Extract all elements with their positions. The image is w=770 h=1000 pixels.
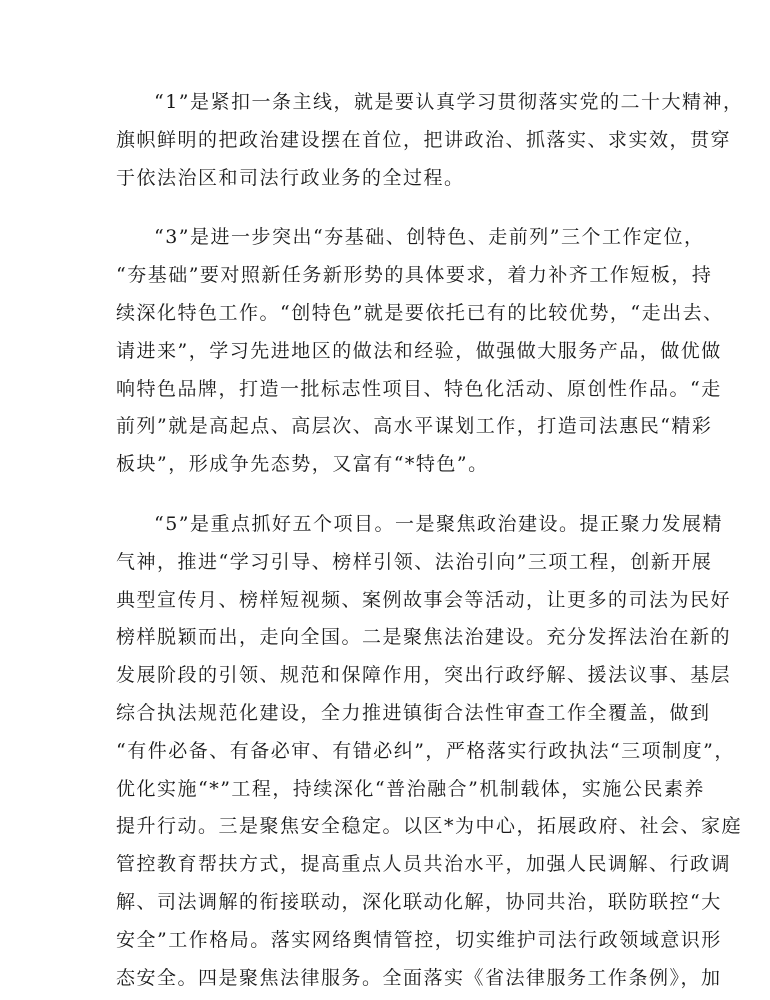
- paragraph-line: 前列”就是高起点、高层次、高水平谋划工作，打造司法惠民“精彩: [116, 415, 713, 438]
- paragraph-line: 典型宣传月、榜样短视频、案例故事会等活动，让更多的司法为民好: [116, 588, 732, 611]
- paragraph-line: 板块”，形成争先态势，又富有“*特色”。: [116, 453, 489, 476]
- paragraph-line: 管控教育帮扶方式，提高重点人员共治水平，加强人民调解、行政调: [116, 853, 732, 876]
- paragraph-line: 态安全。四是聚焦法律服务。全面落实《省法律服务工作条例》，加: [116, 966, 722, 989]
- paragraph-line: 于依法治区和司法行政业务的全过程。: [116, 166, 465, 189]
- paragraph-1: [116, 84, 744, 197]
- paragraph-line: “5”是重点抓好五个项目。一是聚焦政治建设。提正聚力发展精: [154, 512, 724, 535]
- paragraph-line: “3”是进一步突出“夯基础、创特色、走前列”三个工作定位，: [154, 226, 705, 249]
- paragraph-line: 解、司法调解的衔接联动，深化联动化解，协同共治，联防联控“大: [116, 890, 722, 913]
- paragraph-line: 提升行动。三是聚焦安全稳定。以区*为中心，拓展政府、社会、家庭: [116, 815, 743, 838]
- paragraph-line: “夯基础”要对照新任务新形势的具体要求，着力补齐工作短板，持: [116, 264, 713, 287]
- paragraph-line: 安全”工作格局。落实网络舆情管控，切实维护司法行政领域意识形: [116, 928, 722, 951]
- paragraph-3: [116, 506, 743, 997]
- paragraph-line: 响特色品牌，打造一批标志性项目、特色化活动、原创性作品。“走: [116, 377, 722, 400]
- paragraph-line: 榜样脱颖而出，走向全国。二是聚焦法治建设。充分发挥法治在新的: [116, 626, 732, 649]
- paragraph-line: 发展阶段的引领、规范和保障作用，突出行政纾解、援法议事、基层: [116, 664, 732, 687]
- paragraph-line: 综合执法规范化建设，全力推进镇街合法性审查工作全覆盖，做到: [116, 701, 711, 724]
- paragraph-2: [116, 219, 724, 484]
- paragraph-line: “有件必备、有备必审、有错必纠”，严格落实行政执法“三项制度”，: [116, 739, 735, 762]
- paragraph-line: 请进来”，学习先进地区的做法和经验，做强做大服务产品，做优做: [116, 339, 722, 362]
- paragraph-line: 优化实施“*”工程，持续深化“普治融合”机制载体，实施公民素养: [116, 777, 705, 800]
- paragraph-line: “1”是紧扣一条主线，就是要认真学习贯彻落实党的二十大精神，: [154, 91, 744, 113]
- paragraph-line: 气神，推进“学习引导、榜样引领、法治引向”三项工程，创新开展: [116, 550, 713, 573]
- paragraph-line: 旗帜鲜明的把政治建设摆在首位，把讲政治、抓落实、求实效，贯穿: [116, 128, 732, 151]
- paragraph-line: 续深化特色工作。“创特色”就是要依托已有的比较优势，“走出去、: [116, 301, 724, 324]
